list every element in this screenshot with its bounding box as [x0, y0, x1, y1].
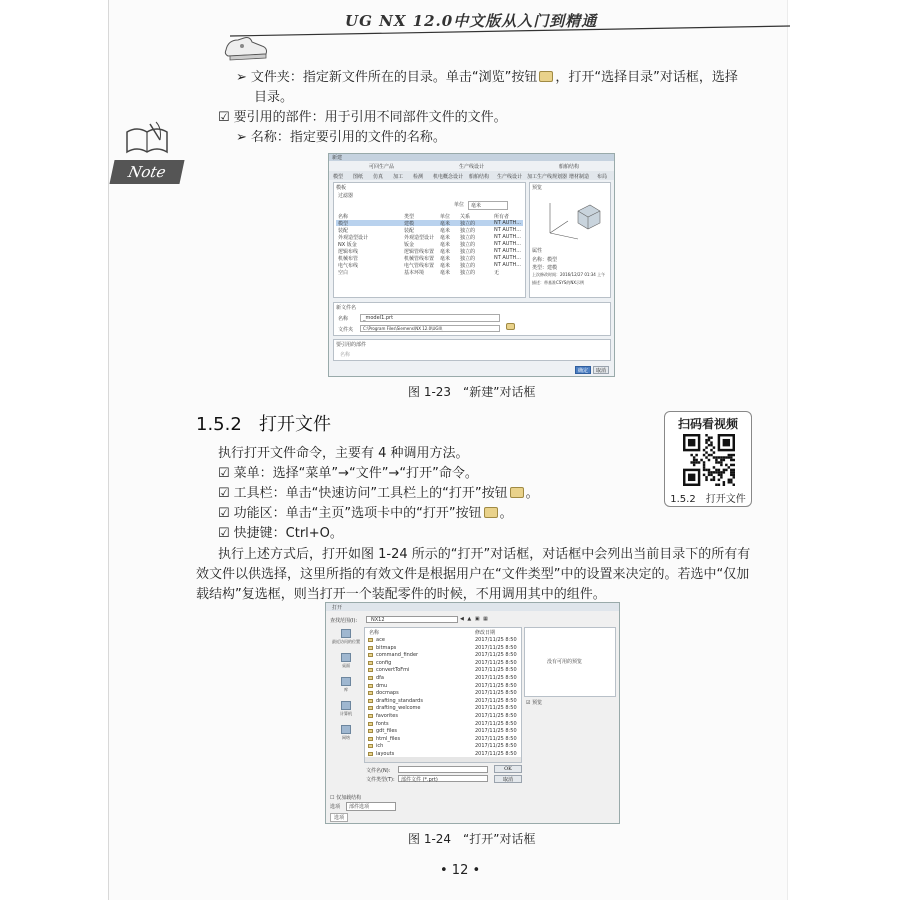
place-item[interactable] [329, 723, 363, 741]
open-dialog-title: 打开 [332, 605, 343, 611]
table-cell: 机械管线布置 [404, 256, 435, 262]
book-quill-icon [122, 120, 172, 160]
file-date: 2017/11/25 8:50 [475, 652, 517, 659]
table-cell: NT AUTH... [494, 234, 521, 240]
tab-model: 模型 [333, 174, 344, 180]
preview-label: 预览 [532, 185, 543, 191]
file-name[interactable]: layouts [376, 751, 395, 757]
ref-label: 要引用的部件 [336, 342, 367, 348]
prop-line: 名称：模型 [532, 257, 558, 263]
tab-mfg: 加工 [393, 174, 404, 180]
place-label: 桌面 [342, 663, 350, 668]
col-name: 名称 [338, 214, 349, 220]
newfile-label: 新文件名 [336, 305, 357, 311]
unit-select: 毫米 [468, 201, 508, 210]
tab-mcd: 机电概念设计 [433, 174, 464, 180]
paragraph-line: 执行上述方式后，打开如图 1-24 所示的“打开”对话框，对话框中会列出当前目录下的所有有 [218, 547, 751, 562]
table-cell: 基本环境 [404, 270, 425, 276]
file-name[interactable]: html_files [376, 735, 401, 742]
file-date: 2017/11/25 8:50 [475, 682, 517, 689]
preview-checkbox[interactable]: ☑ 预览 [526, 700, 543, 706]
table-cell: 独立的 [460, 242, 476, 248]
table-cell: 外观造型设计 [338, 235, 369, 241]
intro-line-1: ➢ 文件夹：指定新文件所在的目录。单击“浏览”按钮 ，打开“选择目录”对话框，选择 [236, 70, 738, 85]
file-name[interactable]: dmu [376, 682, 388, 689]
folder-icon [368, 646, 373, 650]
table-cell: 机械布管 [338, 256, 359, 262]
places-bar [329, 627, 363, 755]
table-cell: 毫米 [440, 263, 451, 269]
col-type: 类型 [404, 214, 415, 220]
name-field[interactable]: _model1.prt [360, 314, 500, 322]
preview-panel [529, 182, 611, 298]
table-cell: NT AUTH... [494, 255, 521, 261]
folder-icon [368, 729, 373, 733]
filename-input[interactable] [398, 766, 488, 773]
body-line-3: ☑ 工具栏：单击“快速访问”工具栏上的“打开”按钮 。 [218, 486, 539, 501]
file-date: 2017/11/25 8:50 [475, 690, 517, 697]
col-unit: 单位 [440, 214, 451, 220]
tab-sim: 仿真 [373, 174, 384, 180]
place-item[interactable] [329, 675, 363, 693]
place-label: 计算机 [340, 711, 352, 716]
table-cell: 装配 [338, 228, 349, 234]
body-line-4: ☑ 功能区：单击“主页”选项卡中的“打开”按钮 。 [218, 506, 513, 521]
lookin-label: 查找范围(I): [330, 618, 358, 624]
place-icon [341, 653, 351, 662]
place-item[interactable] [329, 651, 363, 669]
folder-icon [368, 676, 373, 680]
table-cell: 外观造型设计 [404, 235, 435, 241]
template-label: 模板 [336, 185, 347, 191]
template-panel [333, 182, 526, 298]
table-cell: 毫米 [440, 221, 451, 227]
file-date: 2017/11/25 8:50 [475, 697, 517, 704]
col-name: 名称 [369, 630, 380, 636]
tab-ship: 船舶结构 [469, 174, 490, 180]
cancel-button[interactable]: 取消 [593, 366, 609, 374]
ok-button[interactable]: OK [494, 765, 522, 773]
table-cell: NT AUTH... [494, 248, 521, 254]
note-label: Note [109, 160, 184, 184]
table-cell: 毫米 [440, 256, 451, 262]
page-number: • 12 • [440, 863, 481, 878]
file-date: 2017/11/25 8:50 [475, 720, 517, 727]
name-label: 名称 [338, 316, 349, 322]
file-name[interactable]: drafting_welcome [376, 705, 421, 712]
intro-line-2: 目录。 [254, 90, 294, 105]
body-line-2: ☑ 菜单：选择“菜单”→“文件”→“打开”命令。 [218, 466, 478, 481]
place-icon [341, 725, 351, 734]
open-dialog-screenshot [325, 602, 620, 824]
new-dialog-title: 新建 [332, 155, 343, 161]
table-cell: 空白 [338, 270, 349, 276]
place-label: 库 [344, 687, 348, 692]
options-select[interactable]: 部件选项 [346, 802, 396, 811]
table-cell: 毫米 [440, 270, 451, 276]
options-label: 选项 [330, 804, 341, 810]
file-date: 2017/11/25 8:50 [475, 728, 517, 735]
tab-group: 生产线设计 [459, 164, 485, 170]
paragraph-line: 载结构”复选框，则当打开一个装配零件的时候，不用调用其中的组件。 [196, 587, 606, 602]
figure1-caption: 图 1-23 “新建”对话框 [408, 385, 536, 399]
intro-line-4: ➢ 名称：指定要引用的文件的名称。 [236, 130, 446, 145]
section-title: 1.5.2 打开文件 [196, 414, 331, 435]
figure2-caption: 图 1-24 “打开”对话框 [408, 832, 536, 846]
filetype-select[interactable]: 部件文件 (*.prt) [398, 775, 488, 782]
filetype-label: 文件类型(T): [366, 777, 395, 783]
qr-code-icon[interactable] [683, 434, 735, 486]
open-folder-icon [484, 507, 498, 518]
options-tab[interactable]: 选项 [330, 813, 348, 822]
file-list[interactable] [364, 627, 522, 763]
body-line-1: 执行打开文件命令，主要有 4 种调用方法。 [218, 446, 469, 461]
qr-title: 扫码看视频 [677, 417, 738, 431]
ref-name-label: 名称 [340, 352, 351, 358]
folder-icon [368, 752, 373, 756]
table-cell: NT AUTH... [494, 262, 521, 268]
folder-icon [368, 744, 373, 748]
folder-field[interactable]: C:\Program Files\Siemens\NX 12.0\UGII\ [360, 325, 500, 332]
col-date: 修改日期 [475, 630, 496, 636]
file-name[interactable]: fonts [376, 720, 389, 727]
table-cell: 钣金 [404, 242, 415, 248]
browse-folder-icon [539, 71, 553, 82]
table-cell: 独立的 [460, 235, 476, 241]
intro-line-3: ☑ 要引用的部件：用于引用不同部件文件的文件。 [218, 110, 507, 125]
col-rel: 关系 [460, 214, 471, 220]
browse-folder-icon[interactable] [506, 323, 515, 330]
table-cell: NX 钣金 [338, 242, 357, 248]
open-folder-icon [510, 487, 524, 498]
file-name[interactable]: ace [376, 637, 385, 643]
file-name[interactable]: drafting_standards [376, 697, 423, 704]
prop-line: 描述：带基准CSYS的NX示例 [532, 280, 585, 285]
body-line-5: ☑ 快捷键：Ctrl+O。 [218, 526, 343, 541]
table-cell: 装配 [404, 228, 415, 234]
file-name[interactable]: config [376, 659, 392, 666]
folder-icon [368, 722, 373, 726]
header-rule [230, 22, 790, 38]
file-date: 2017/11/25 8:50 [475, 637, 517, 643]
table-cell: NT AUTH... [494, 241, 521, 247]
ok-button[interactable]: 确定 [575, 366, 591, 374]
table-cell: 毫米 [440, 249, 451, 255]
place-item[interactable] [329, 627, 363, 645]
col-owner: 所有者 [494, 214, 510, 220]
tab-planner: 加工生产线规划器 [527, 174, 568, 180]
table-cell: NT AUTH... [494, 227, 521, 233]
place-label: 网络 [342, 735, 350, 740]
folder-icon [368, 737, 373, 741]
tab-inspect: 检测 [413, 174, 424, 180]
place-item[interactable] [329, 699, 363, 717]
file-name[interactable]: bitmaps [376, 644, 397, 651]
file-date: 2017/11/25 8:50 [475, 644, 517, 651]
tab-additive: 增材制造 [569, 174, 590, 180]
file-name[interactable]: gdt_files [376, 728, 398, 735]
tab-layout: 布局 [597, 174, 608, 180]
folder-icon [368, 699, 373, 703]
folder-icon [368, 661, 373, 665]
folder-icon [368, 684, 373, 688]
new-dialog-screenshot [328, 153, 615, 377]
table-cell: 独立的 [460, 270, 476, 276]
load-structure-checkbox[interactable]: ☐ 仅加载结构 [330, 795, 362, 801]
tab-group: 船舶结构 [559, 164, 580, 170]
table-cell: 电气管线布置 [404, 263, 435, 269]
table-cell: 独立的 [460, 256, 476, 262]
nav-toolbar-icons[interactable]: ◀ ▲ ▣ ▦ [460, 616, 489, 622]
props-label: 属性 [532, 248, 543, 254]
paragraph-line: 效文件以供选择，这里所指的有效文件是根据用户在“文件类型”中的设置来决定的。若选中“仅加 [196, 567, 750, 582]
tab-line: 生产线设计 [497, 174, 523, 180]
folder-icon [368, 714, 373, 718]
folder-icon [368, 706, 373, 710]
folder-icon [368, 691, 373, 695]
prop-line: 类型：建模 [532, 265, 558, 271]
place-icon [341, 701, 351, 710]
folder-icon [368, 653, 373, 657]
header-title: UG NX 12.0中文版从入门到精通 [345, 12, 598, 30]
tab-drawing: 图纸 [353, 174, 364, 180]
file-name[interactable]: dfa [376, 675, 384, 681]
table-cell: 逻辑管线布置 [404, 249, 435, 255]
table-cell: 无 [494, 270, 500, 276]
file-date: 2017/11/25 8:50 [475, 659, 517, 666]
table-cell: NT AUTH... [494, 220, 521, 226]
qr-video-box[interactable] [664, 411, 752, 507]
file-date: 2017/11/25 8:50 [475, 705, 517, 712]
table-cell: 模型 [338, 221, 349, 227]
qr-caption: 1.5.2 打开文件 [670, 494, 746, 505]
file-date: 2017/11/25 8:50 [475, 667, 517, 674]
table-cell: 独立的 [460, 228, 476, 234]
table-cell: 逻辑布线 [338, 249, 359, 255]
filter-label: 过滤器 [338, 193, 354, 199]
table-cell: 独立的 [460, 221, 476, 227]
preview-model-icon [538, 193, 606, 243]
file-date: 2017/11/25 8:50 [475, 675, 517, 681]
file-date: 2017/11/25 8:50 [475, 713, 517, 719]
file-name[interactable]: docmaps [376, 690, 399, 697]
file-name[interactable]: convertToFmi [376, 667, 410, 674]
filename-label: 文件名(N): [366, 768, 391, 774]
place-label: 最近访问的位置 [332, 639, 360, 644]
table-cell: 毫米 [440, 235, 451, 241]
file-name[interactable]: favorites [376, 713, 398, 719]
file-date: 2017/11/25 8:50 [475, 735, 517, 742]
table-cell: 建模 [404, 221, 415, 227]
table-cell: 毫米 [440, 228, 451, 234]
newfile-panel [333, 302, 611, 336]
table-cell: 电气布线 [338, 263, 359, 269]
table-cell: 独立的 [460, 263, 476, 269]
tab-group: 可回生产品 [369, 164, 395, 170]
file-date: 2017/11/25 8:50 [475, 751, 517, 757]
prop-line: 上次修改时间：2016/12/27 01:34 上午 [532, 272, 606, 277]
file-date: 2017/11/25 8:50 [475, 743, 517, 750]
folder-label: 文件夹 [338, 327, 354, 333]
place-icon [341, 629, 351, 638]
table-cell: 毫米 [440, 242, 451, 248]
unit-label: 单位 [454, 202, 465, 208]
no-preview-text: 没有可用的预览 [547, 659, 583, 665]
lookin-select[interactable]: NX12 [366, 616, 458, 623]
table-cell: 独立的 [460, 249, 476, 255]
preview-area [524, 627, 616, 697]
horizontal-scrollbar[interactable] [365, 757, 521, 762]
reference-panel [333, 339, 611, 361]
folder-icon [368, 638, 373, 642]
file-name[interactable]: ich [376, 743, 384, 750]
file-name[interactable]: command_finder [376, 652, 419, 659]
folder-icon [368, 668, 373, 672]
place-icon [341, 677, 351, 686]
cancel-button[interactable]: 取消 [494, 775, 522, 783]
